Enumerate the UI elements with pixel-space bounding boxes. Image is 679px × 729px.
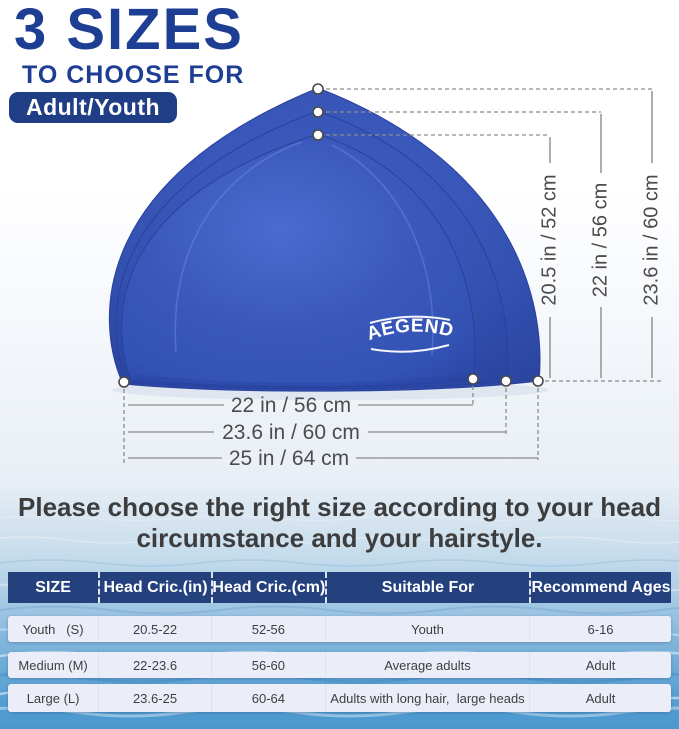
cell-inches: 23.6-25: [98, 684, 211, 712]
table-row-large: [8, 684, 671, 712]
column-header-head-cric-cm: Head Cric.(cm): [211, 572, 325, 603]
swim-caps: [109, 88, 540, 391]
size-advice-line2: circumstance and your hairstyle.: [136, 523, 543, 553]
depth-label-large: 23.6 in / 60 cm: [640, 174, 663, 306]
depth-label-small: 20.5 in / 52 cm: [538, 174, 561, 306]
column-header-suitable-for: Suitable For: [325, 572, 529, 603]
circumference-label-large: 25 in / 64 cm: [228, 447, 350, 470]
cell-cm: 56-60: [211, 652, 325, 678]
column-header-size: SIZE: [35, 578, 71, 596]
cell-size: Youth (S): [22, 621, 84, 637]
column-header-head-cric-in: Head Cric.(in): [98, 572, 211, 603]
brand-logo-text: AEGEND: [364, 315, 456, 345]
size-advice-note: [0, 492, 679, 554]
cell-cm: 60-64: [211, 684, 325, 712]
cell-suitable: Average adults: [325, 652, 529, 678]
cell-inches: 20.5-22: [98, 616, 211, 642]
cell-suitable: Youth: [325, 616, 529, 642]
cell-ages: Adult: [529, 652, 671, 678]
circumference-label-small: 22 in / 56 cm: [230, 394, 352, 417]
depth-label-medium: 22 in / 56 cm: [589, 182, 612, 298]
cell-cm: 52-56: [211, 616, 325, 642]
table-row-medium: [8, 652, 671, 678]
audience-badge: Adult/Youth: [9, 92, 177, 123]
cell-ages: Adult: [529, 684, 671, 712]
cell-size: Large (L): [26, 690, 80, 706]
size-advice-line1: Please choose the right size according to your head: [18, 492, 661, 522]
page-subtitle: TO CHOOSE FOR: [22, 61, 245, 89]
size-table-header: [8, 572, 671, 603]
cell-inches: 22-23.6: [98, 652, 211, 678]
page-title: 3 SIZES: [14, 0, 244, 62]
cell-suitable: Adults with long hair, large heads: [325, 684, 529, 712]
cell-ages: 6-16: [529, 616, 671, 642]
table-row-youth: [8, 616, 671, 642]
cell-size: Medium (M): [18, 657, 88, 673]
column-header-recommend-ages: Recommend Ages: [529, 572, 671, 603]
circumference-label-medium: 23.6 in / 60 cm: [222, 421, 360, 444]
